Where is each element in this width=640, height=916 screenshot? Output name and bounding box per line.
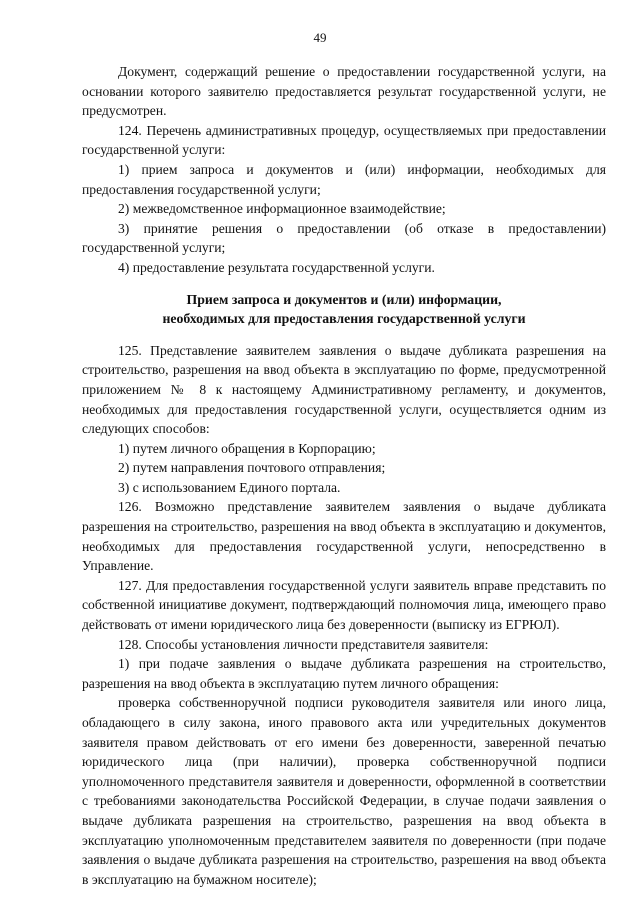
list-item-124-4: 4) предоставление результата государственной услуги. <box>118 259 435 275</box>
paragraph-127: 127. Для предоставления государственной услуги заявитель вправе представить по собственной инициативе документ, подтверждающий полномочия лица, имеющего право действовать от имени юридического лица без доверенности (выписку из ЕГРЮЛ). <box>82 577 606 633</box>
document-body <box>82 62 606 889</box>
section-heading-line-2: необходимых для предоставления государственной услуги <box>162 311 526 327</box>
paragraph-signature-check: проверка собственноручной подписи руководителя заявителя или иного лица, обладающего в силу закона, иного правового акта или учредительных документов заявителя правом действовать от его имени без доверенности, заверенной печатью юридического лица (при наличии), проверка собственноручной подписи уполномоченного представителя заявителя и доверенности, оформленной в соответствии с требованиями законодательства Российской Федерации, в случае подачи заявления о выдаче дубликата разрешения на строительство, разрешения на ввод объекта в эксплуатацию уполномоченным представителем заявителя по доверенности (при подаче заявления о выдаче дубликата разрешения на строительство, разрешения на ввод объекта в эксплуатацию на бумажном носителе); <box>82 695 606 887</box>
section-heading <box>82 290 606 329</box>
list-item-128-1: 1) при подаче заявления о выдаче дубликата разрешения на строительство, разрешения на ввод объекта в эксплуатацию путем личного обращения: <box>82 656 606 691</box>
paragraph-125: 125. Представление заявителем заявления о выдаче дубликата разрешения на строительство, разрешения на ввод объекта в эксплуатацию по форме, предусмотренной приложением № 8 к настоящему Административному регламенту, и документов, необходимых для предоставления государственной услуги, осуществляется одним из следующих способов: <box>82 342 606 437</box>
section-heading-line-1: Прием запроса и документов и (или) информации, <box>186 291 502 307</box>
list-item-124-1: 1) прием запроса и документов и (или) информации, необходимых для предоставления государственной услуги; <box>82 161 606 197</box>
paragraph-126: 126. Возможно представление заявителем заявления о выдаче дубликата разрешения на строительство, разрешения на ввод объекта в эксплуатацию и документов, необходимых для предоставления государственной услуги, непосредственно в Управление. <box>82 499 606 574</box>
list-item-125-1: 1) путем личного обращения в Корпорацию; <box>118 440 376 456</box>
paragraph-124: 124. Перечень административных процедур, осуществляемых при предоставлении государственной услуги: <box>82 122 606 158</box>
paragraph-result-document: Документ, содержащий решение о предоставлении государственной услуги, на основании которого заявителю предоставляется результат государственной услуги, не предусмотрен. <box>82 64 606 119</box>
list-item-124-2: 2) межведомственное информационное взаимодействие; <box>118 201 446 217</box>
page-number: 49 <box>313 30 327 45</box>
list-item-125-2: 2) путем направления почтового отправления; <box>118 460 386 476</box>
list-item-125-3: 3) с использованием Единого портала. <box>118 479 341 495</box>
list-item-124-3: 3) принятие решения о предоставлении (об отказе в предоставлении) государственной услуги; <box>82 220 606 256</box>
paragraph-128: 128. Способы установления личности представителя заявителя: <box>118 636 489 652</box>
